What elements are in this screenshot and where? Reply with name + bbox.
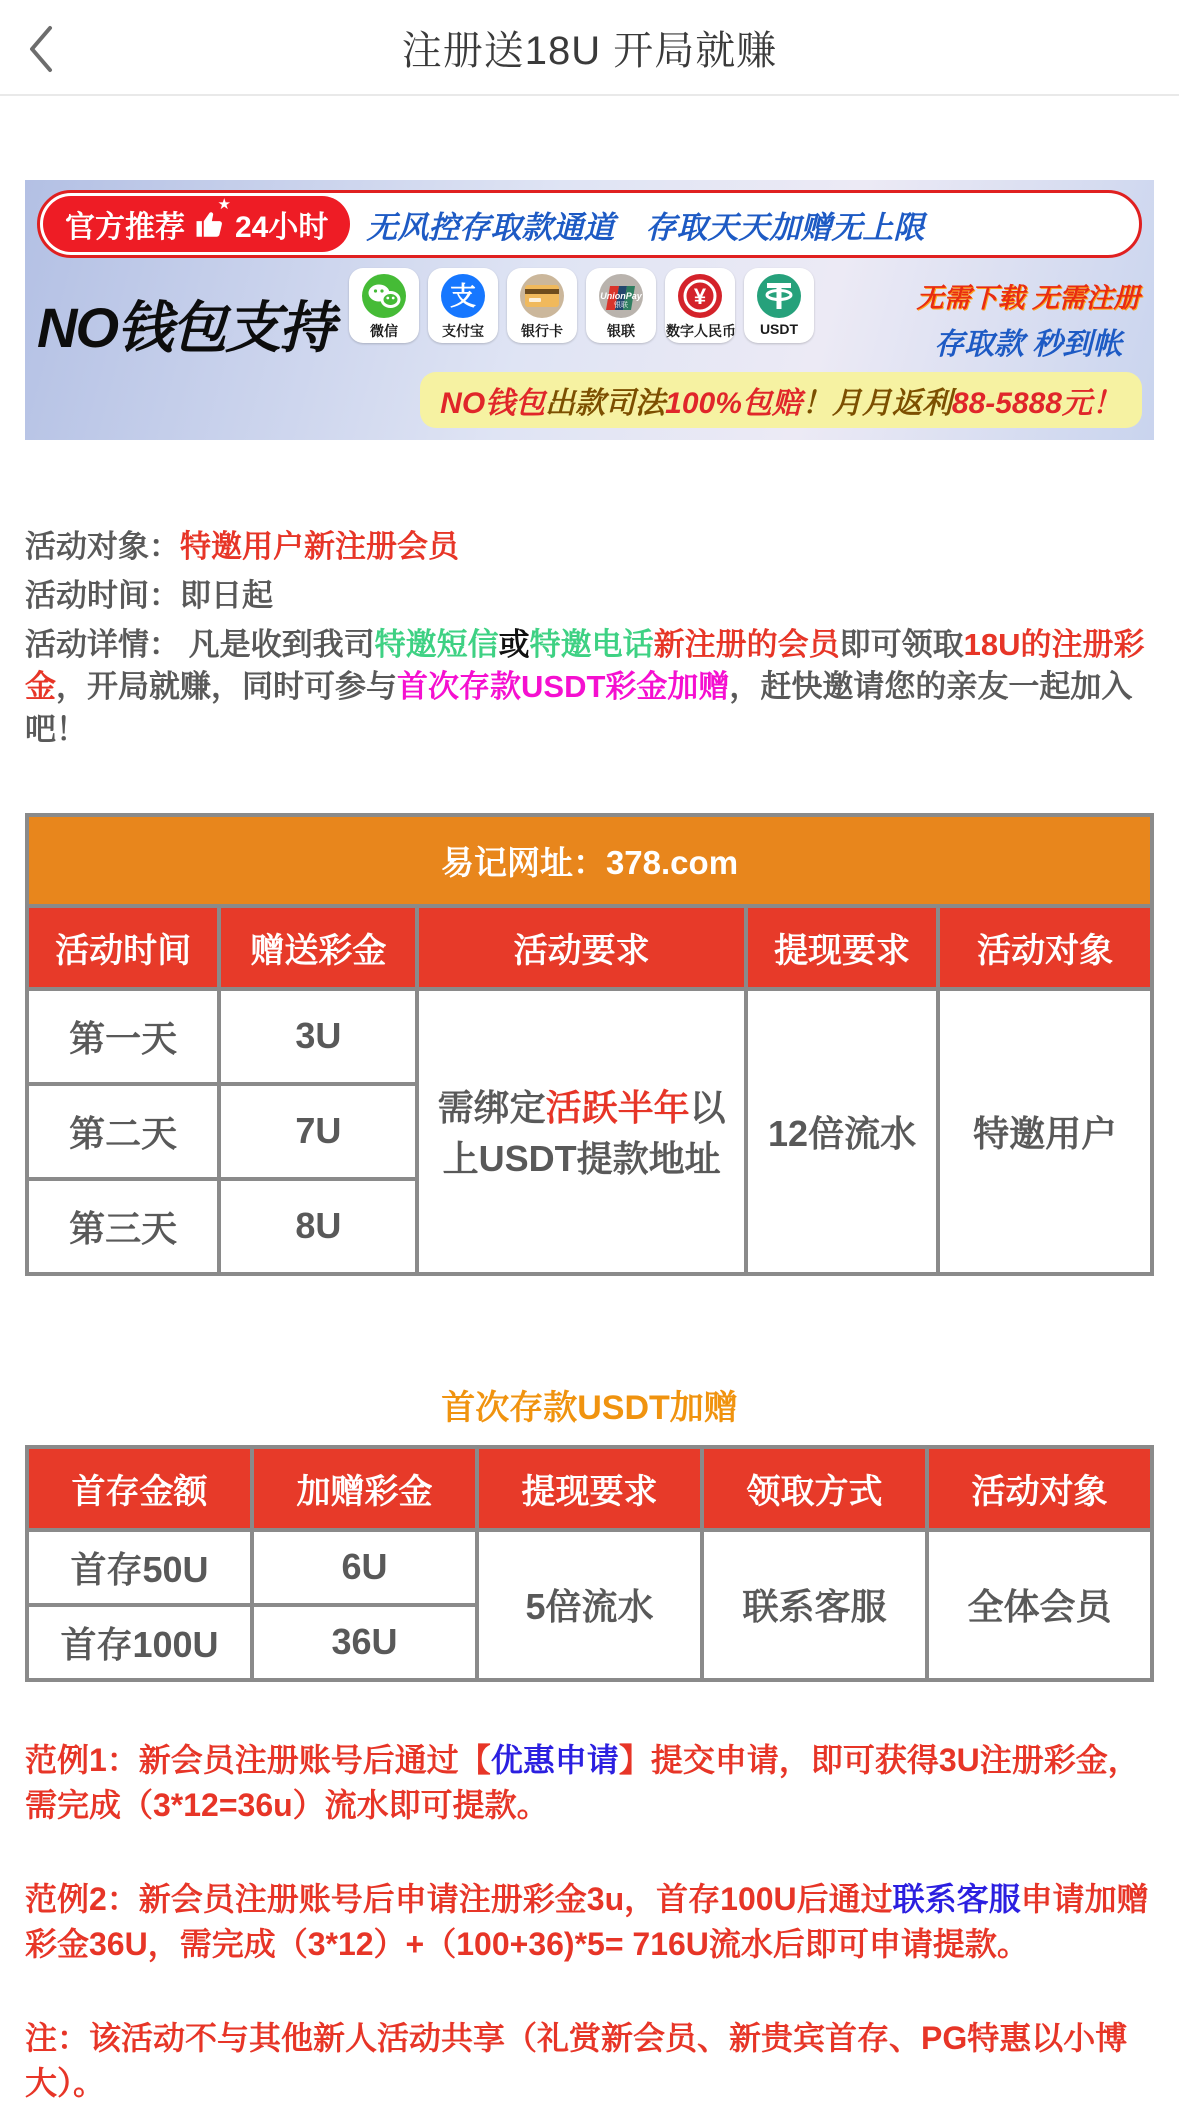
page-title: 注册送18U 开局就赚: [401, 28, 778, 73]
detail-segment: ，开局就赚，同时可参与: [56, 669, 397, 705]
note-text: 注：该活动不与其他新人活动共享（礼赏新会员、新贵宾首存、PG特惠以小博大）。: [25, 2019, 1128, 2101]
cell-bonus: 36U: [252, 1605, 477, 1680]
examples-section: [25, 1738, 1154, 2106]
column-header: 赠送彩金: [219, 906, 417, 989]
requirement-segment: 需绑定: [437, 1087, 546, 1129]
payment-methods: [349, 268, 814, 343]
cell-audience: 特邀用户: [938, 989, 1152, 1274]
guarantee-segment: 出款司法: [545, 387, 666, 420]
activity-time-line: [25, 575, 1154, 617]
activity-time-label: 活动时间：: [25, 578, 180, 614]
example-segment: 】提交申请，即可获得3U注册彩金，需完成（3*12=36u）流水即可提款。: [25, 1741, 1140, 1824]
note: [25, 2016, 1154, 2106]
table-caption-site-url: 易记网址：378.com: [27, 815, 1152, 906]
digital-rmb-icon: [676, 272, 724, 320]
example-2: [25, 1877, 1154, 1968]
bank-card-icon: [518, 272, 566, 320]
detail-segment: 新注册的会员: [653, 627, 840, 663]
column-header: 活动要求: [417, 906, 746, 989]
example-1: [25, 1738, 1154, 1829]
cell-amount: 首存100U: [27, 1605, 252, 1680]
cell-amount: 首存50U: [27, 1530, 252, 1605]
cell-audience: 全体会员: [927, 1530, 1152, 1680]
detail-segment: 特邀电话: [529, 627, 654, 663]
column-header: 提现要求: [746, 906, 938, 989]
activity-target-line: [25, 526, 1154, 568]
app-bar: [0, 0, 1179, 96]
payment-bankcard: [507, 268, 577, 343]
payment-label: 支付宝: [442, 323, 484, 339]
cell-bonus: 7U: [219, 1084, 417, 1179]
wechat-icon: [360, 272, 408, 320]
column-header: 活动对象: [938, 906, 1152, 989]
back-button[interactable]: [26, 24, 72, 74]
first-deposit-heading: 首次存款USDT加赠: [441, 1388, 738, 1427]
activity-target-value: 特邀用户新注册会员: [180, 529, 459, 564]
cell-bonus: 3U: [219, 989, 417, 1084]
no-download-line: 无需下载 无需注册: [916, 283, 1140, 313]
example-segment: 范例1：新会员注册账号后通过【: [25, 1741, 491, 1778]
payment-label: 银行卡: [521, 323, 563, 339]
first-deposit-table: [25, 1445, 1154, 1682]
column-header: 活动对象: [927, 1447, 1152, 1530]
official-badge-right: 24小时: [235, 211, 329, 244]
example-segment: 范例2：新会员注册账号后申请注册彩金3u，首存100U后通过: [25, 1880, 893, 1917]
payment-digital-rmb: [665, 268, 735, 343]
registration-bonus-table: [25, 813, 1154, 1276]
detail-segment: 或: [498, 627, 530, 663]
guarantee-segment: NO钱包: [440, 387, 546, 420]
activity-target-label: 活动对象：: [25, 529, 180, 564]
detail-segment: 首次存款USDT彩金加赠: [397, 669, 730, 705]
svg-text:UnionPay: UnionPay: [600, 291, 642, 301]
cell-requirement: [417, 989, 746, 1274]
column-header: 活动时间: [27, 906, 219, 989]
column-header: 首存金额: [27, 1447, 252, 1530]
payment-unionpay: [586, 268, 656, 343]
activity-detail-line: [25, 624, 1154, 750]
payment-usdt: [744, 268, 814, 343]
cell-day: 第一天: [27, 989, 219, 1084]
usdt-icon: [755, 272, 803, 320]
table-row: [27, 989, 1152, 1084]
detail-segment: 即可领取: [839, 627, 964, 663]
column-header: 加赠彩金: [252, 1447, 477, 1530]
cell-bonus: 8U: [219, 1179, 417, 1274]
detail-segment: 特邀短信: [374, 627, 499, 663]
payment-alipay: [428, 268, 498, 343]
example-segment: 申请加赠彩金36U，需完成（3*12）+（100+36)*5= 716U流水后即可申请提款。: [25, 1880, 1149, 1963]
official-badge-left: 官方推荐: [65, 211, 185, 244]
detail-segment: ，赶快邀请您的亲友一起加入吧！: [25, 669, 1133, 747]
table-row: [27, 1530, 1152, 1605]
cell-withdraw: 12倍流水: [746, 989, 938, 1274]
banner-middle-row: [37, 268, 1142, 364]
requirement-segment: 以上USDT提款地址: [442, 1087, 726, 1180]
cell-day: 第三天: [27, 1179, 219, 1274]
thumbs-up-icon: [193, 196, 231, 241]
instant-line: 存取款 秒到帐: [934, 328, 1123, 361]
alipay-icon: [439, 272, 487, 320]
column-header: 提现要求: [477, 1447, 702, 1530]
svg-text:支: 支: [449, 281, 477, 311]
wallet-title: NO钱包支持: [37, 296, 333, 359]
column-header: 领取方式: [702, 1447, 927, 1530]
banner-top-row: [37, 190, 1142, 258]
unionpay-icon: [597, 272, 645, 320]
star-icon: ★: [217, 196, 231, 213]
cell-withdraw: 5倍流水: [477, 1530, 702, 1680]
payment-label: 数字人民币: [666, 323, 736, 339]
activity-time-value: 即日起: [180, 578, 273, 614]
detail-segment: 18U的注册彩金: [25, 627, 1145, 705]
banner-headline: 无风控存取款通道 存取天天加赠无上限: [366, 209, 925, 245]
contact-support-link[interactable]: 联系客服: [892, 1880, 1021, 1917]
guarantee-segment: 88-5888元: [951, 387, 1092, 420]
cell-day: 第二天: [27, 1084, 219, 1179]
guarantee-segment: 100%包赔: [665, 387, 802, 420]
chevron-left-icon: [26, 24, 56, 74]
payment-label: USDT: [759, 321, 799, 337]
svg-text:银联: 银联: [614, 302, 628, 309]
requirement-segment: 活跃半年: [545, 1087, 690, 1129]
guarantee-segment: ！: [1092, 387, 1122, 420]
promo-banner[interactable]: [25, 180, 1154, 440]
guarantee-segment: 月月返利: [831, 387, 952, 420]
payment-label: 微信: [370, 323, 398, 339]
guarantee-segment: ！: [801, 387, 832, 420]
activity-info: [25, 526, 1154, 751]
svg-text:¥: ¥: [693, 284, 707, 309]
payment-label: 银联: [607, 323, 635, 339]
official-badge: [43, 196, 350, 252]
banner-right-text: [916, 276, 1142, 363]
guarantee-strip: [420, 372, 1142, 428]
detail-segment: 活动详情： 凡是收到我司: [25, 627, 375, 663]
cell-claim: 联系客服: [702, 1530, 927, 1680]
payment-wechat: [349, 268, 419, 343]
promo-apply-link[interactable]: 优惠申请: [490, 1741, 619, 1778]
cell-bonus: 6U: [252, 1530, 477, 1605]
